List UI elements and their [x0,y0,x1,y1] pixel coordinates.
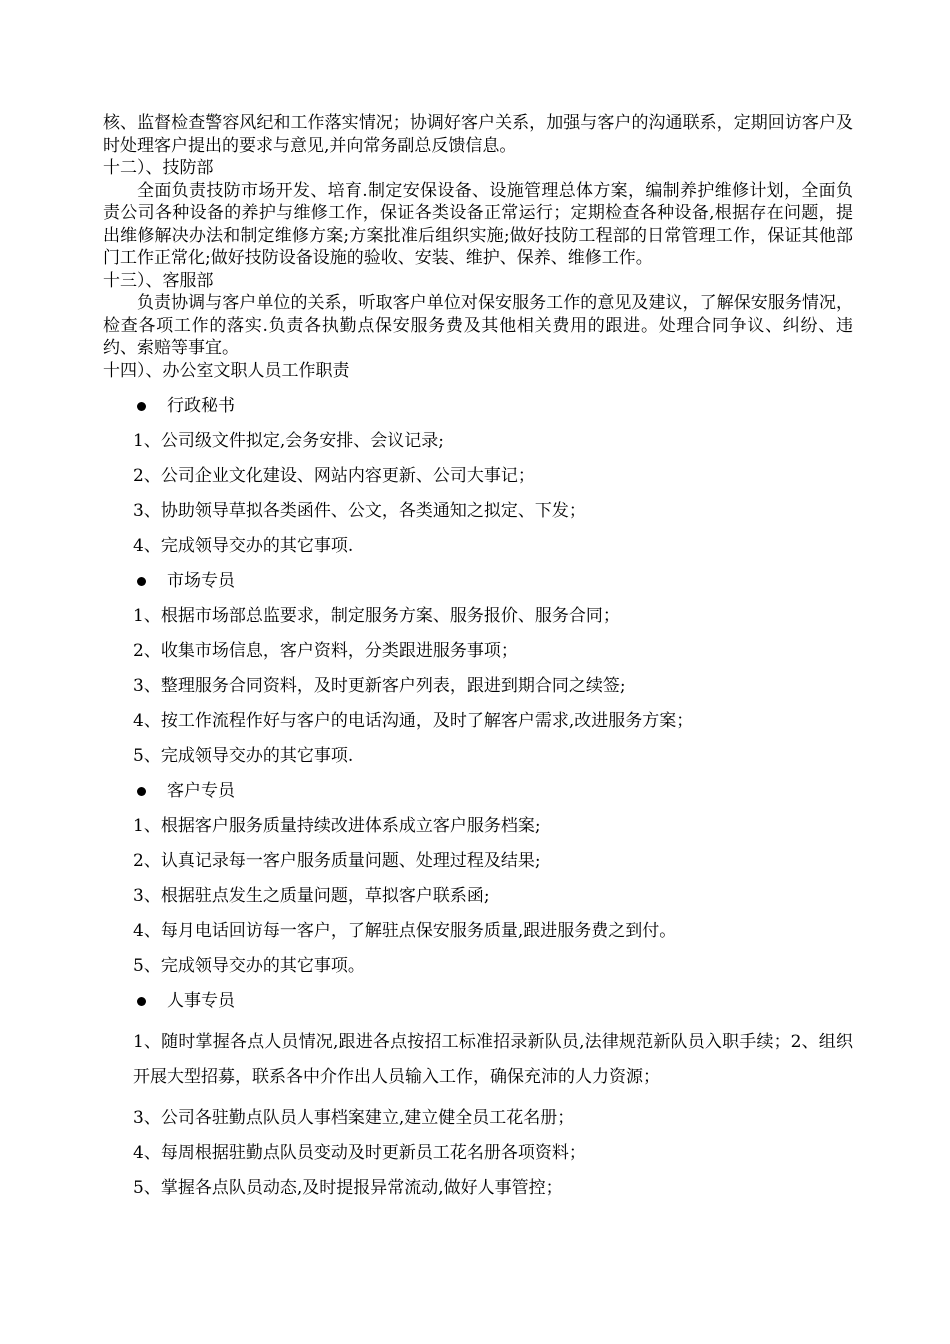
list-item: 5、完成领导交办的其它事项。 [133,955,365,976]
list-item: 3、协助领导草拟各类函件、公文，各类通知之拟定、下发； [133,500,586,521]
list-item: 4、按工作流程作好与客户的电话沟通，及时了解客户需求,改进服务方案； [133,710,694,731]
list-item: 2、公司企业文化建设、网站内容更新、公司大事记； [133,465,535,486]
role-heading-admin-secretary: 行政秘书 [103,395,853,418]
section-heading-office-staff: 十四）、办公室文职人员工作职责 [103,360,350,381]
list-item: 4、完成领导交办的其它事项. [133,535,354,556]
list-item: 1、根据客户服务质量持续改进体系成立客户服务档案; [133,815,541,836]
role-heading-hr-specialist: 人事专员 [103,990,853,1013]
list-item: 2、认真记录每一客户服务质量问题、处理过程及结果; [133,850,541,871]
section-heading-customer-service: 十三）、客服部 [103,270,214,291]
list-item: 1、随时掌握各点人员情况,跟进各点按招工标准招录新队员,法律规范新队员入职手续；2、组织开展大型招募，联系各中介作出人员输入工作，确保充沛的人力资源； [133,1031,853,1087]
continued-paragraph: 核、监督检查警容风纪和工作落实情况；协调好客户关系，加强与客户的沟通联系，定期回访客户及时处理客户提出的要求与意见,并向常务副总反馈信息。 [103,113,853,156]
list-item: 3、根据驻点发生之质量问题，草拟客户联系函; [133,885,490,906]
list-item: 1、公司级文件拟定,会务安排、会议记录; [133,430,444,451]
list-item: 4、每周根据驻勤点队员变动及时更新员工花名册各项资料； [133,1143,586,1163]
list-item: 4、每月电话回访每一客户，了解驻点保安服务质量,跟进服务费之到付。 [133,920,677,941]
section-body-tech-defense: 全面负责技防市场开发、培育.制定安保设备、设施管理总体方案，编制养护维修计划，全面负责公司各种设备的养护与维修工作，保证各类设备正常运行；定期检查各种设备,根据存在问题，提出维修解决办法和制定维修方案;方案批准后组织实施;做好技防工程部的日常管理工作，保证其他部门工作正常化;做好技防设备设施的验收、安装、维护、保养、维修工作。 [103,180,853,268]
role-heading-marketing-specialist: 市场专员 [103,570,853,593]
list-item: 1、根据市场部总监要求，制定服务方案、服务报价、服务合同； [133,605,620,626]
bullet-icon [137,402,146,411]
role-heading-customer-specialist: 客户专员 [103,780,853,803]
list-item: 5、完成领导交办的其它事项. [133,745,354,766]
document-page [103,112,853,1200]
bullet-icon [137,787,146,796]
list-item: 5、掌握各点队员动态,及时提报异常流动,做好人事管控； [133,1178,563,1198]
bullet-icon [137,577,146,586]
list-item: 3、公司各驻勤点队员人事档案建立,建立健全员工花名册； [133,1108,575,1128]
list-item: 3、整理服务合同资料，及时更新客户列表，跟进到期合同之续签; [133,675,626,696]
section-heading-tech-defense: 十二）、技防部 [103,158,214,178]
section-body-customer-service: 负责协调与客户单位的关系，听取客户单位对保安服务工作的意见及建议，了解保安服务情况，检查各项工作的落实.负责各执勤点保安服务费及其他相关费用的跟进。处理合同争议、纠纷、违约、索赔等事宜。 [103,293,853,358]
list-item: 2、收集市场信息，客户资料，分类跟进服务事项； [133,640,518,661]
bullet-icon [137,997,146,1006]
